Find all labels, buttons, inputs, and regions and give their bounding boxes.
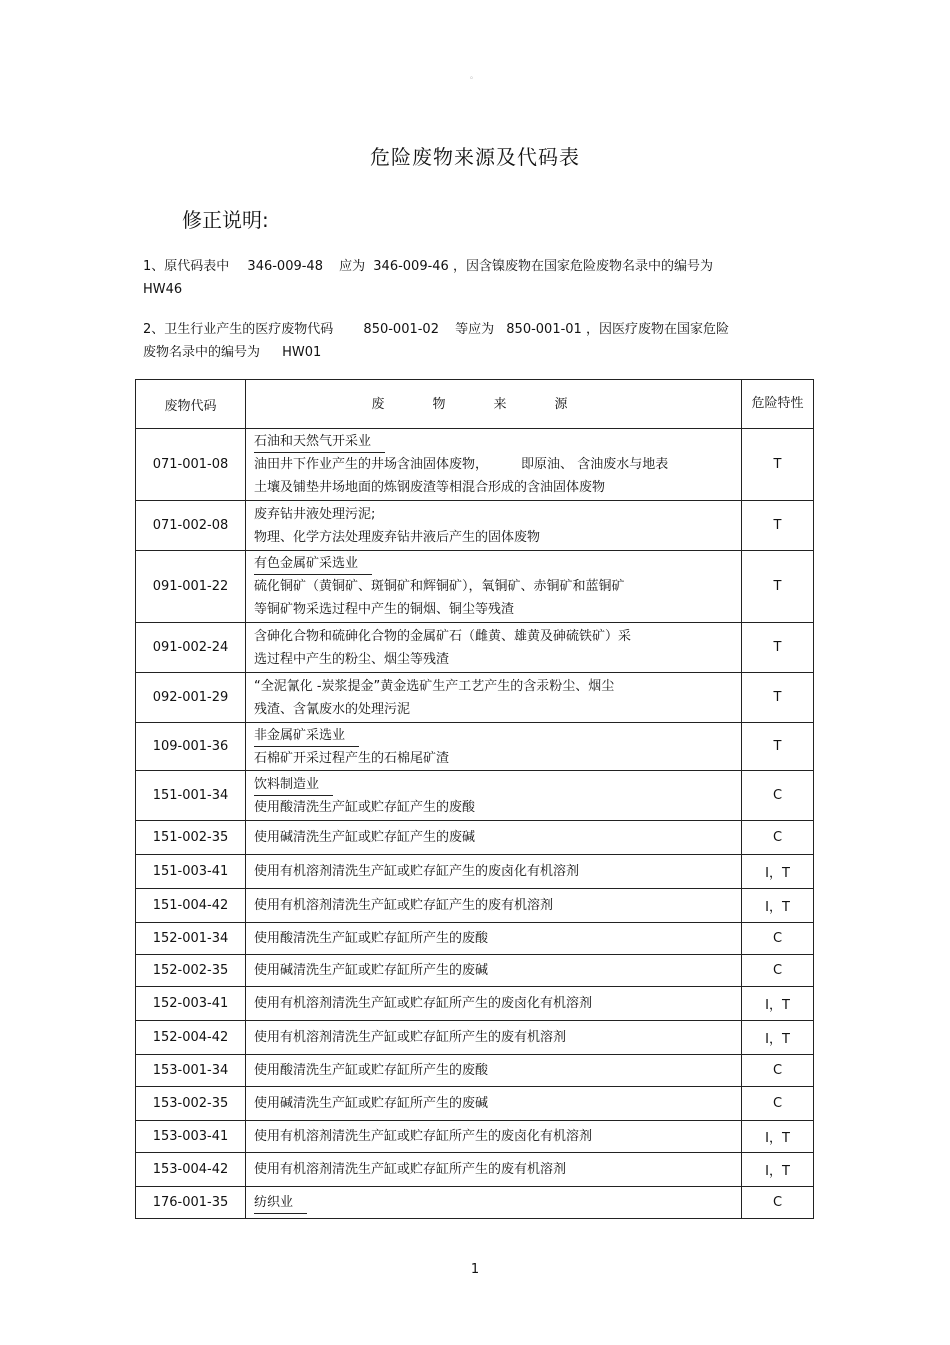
source-description-line: 含砷化合物和硫砷化合物的金属矿石（雌黄、雄黄及砷硫铁矿）采 [254, 628, 632, 644]
waste-source-cell [246, 1153, 742, 1187]
note-1-hw-code: HW46 [143, 282, 183, 297]
table-row [136, 855, 814, 889]
source-description-line: 使用有机溶剂清洗生产缸或贮存缸产生的废卤化有机溶剂 [254, 864, 580, 879]
hazard-cell: C [742, 771, 814, 821]
hazard-cell: I，T [742, 987, 814, 1021]
waste-source-cell [246, 955, 742, 987]
table-header-row [136, 380, 814, 429]
note-1-text-e: ，因含镍废物在国家危险废物名录中的编号为 [452, 259, 713, 274]
hazard-cell: C [742, 923, 814, 955]
table-row [136, 923, 814, 955]
hazard-cell: I，T [742, 889, 814, 923]
waste-source-cell [246, 771, 742, 821]
note-1-text-a: 1、原代码表中 [143, 259, 230, 274]
waste-code-cell: 152-001-34 [136, 923, 246, 955]
waste-code-cell: 091-002-24 [136, 623, 246, 673]
section-subtitle: 修正说明: [182, 208, 269, 232]
top-mark: 。 [470, 71, 478, 80]
hazard-cell: I，T [742, 855, 814, 889]
source-description-line: 物理、化学方法处理废弃钻井液后产生的固体废物 [254, 529, 541, 545]
source-description-line: 使用酸清洗生产缸或贮存缸所产生的废酸 [254, 931, 489, 946]
note-2-text-c: 等应为 [455, 322, 495, 337]
note-1-text-c: 应为 [339, 259, 366, 274]
table-row [136, 1087, 814, 1121]
waste-source-cell [246, 429, 742, 501]
note-1-old-code: 346-009-48 [247, 259, 323, 274]
waste-source-cell [246, 987, 742, 1021]
source-description-line: 石棉矿开采过程产生的石棉尾矿渣 [254, 750, 450, 766]
waste-source-cell [246, 1187, 742, 1219]
waste-code-cell: 151-001-34 [136, 771, 246, 821]
waste-code-cell: 151-004-42 [136, 889, 246, 923]
hazard-cell: T [742, 551, 814, 623]
waste-code-cell: 151-002-35 [136, 821, 246, 855]
waste-source-cell [246, 501, 742, 551]
waste-code-cell: 071-002-08 [136, 501, 246, 551]
source-description-line: 残渣、含氰废水的处理污泥 [254, 701, 411, 717]
table-row [136, 771, 814, 821]
source-description-line: 使用有机溶剂清洗生产缸或贮存缸产生的废有机溶剂 [254, 898, 554, 913]
waste-code-cell: 153-003-41 [136, 1121, 246, 1153]
waste-source-cell [246, 1121, 742, 1153]
waste-code-cell: 092-001-29 [136, 673, 246, 723]
note-2-text-f: 废物名录中的编号为 [143, 345, 261, 360]
header-hazard: 危险特性 [742, 380, 814, 429]
waste-source-cell [246, 623, 742, 673]
note-2-text-e: ，因医疗废物在国家危险 [585, 322, 729, 337]
waste-source-cell [246, 1087, 742, 1121]
waste-source-cell [246, 821, 742, 855]
source-description-line: 使用有机溶剂清洗生产缸或贮存缸所产生的废卤化有机溶剂 [254, 996, 593, 1011]
hazard-cell: T [742, 429, 814, 501]
table-row [136, 1121, 814, 1153]
waste-code-cell: 152-003-41 [136, 987, 246, 1021]
table-row [136, 673, 814, 723]
table-row [136, 955, 814, 987]
table-row [136, 1187, 814, 1219]
note-2-text-a: 2、卫生行业产生的医疗废物代码 [143, 322, 334, 337]
source-description-line: 等铜矿物采选过程中产生的铜烟、铜尘等残渣 [254, 602, 515, 617]
source-description-line: 使用碱清洗生产缸或贮存缸所产生的废碱 [254, 963, 489, 978]
header-source: 废物来源 [246, 380, 742, 429]
waste-source-cell [246, 551, 742, 623]
hazard-cell: I，T [742, 1153, 814, 1187]
hazard-cell: T [742, 501, 814, 551]
note-2-hw-code: HW01 [282, 345, 322, 360]
table-row [136, 623, 814, 673]
source-description-line: “全泥氰化 -炭浆提金”黄金选矿生产工艺产生的含汞粉尘、烟尘 [254, 678, 615, 694]
table-row [136, 551, 814, 623]
waste-source-cell [246, 855, 742, 889]
table-row [136, 1021, 814, 1055]
note-1 [143, 255, 713, 301]
table-row [136, 1153, 814, 1187]
hazard-cell: I，T [742, 1121, 814, 1153]
waste-code-cell: 151-003-41 [136, 855, 246, 889]
waste-source-cell [246, 889, 742, 923]
hazard-cell: C [742, 1055, 814, 1087]
hazard-cell: C [742, 1087, 814, 1121]
hazard-cell: T [742, 673, 814, 723]
source-description-line: 土壤及铺垫井场地面的炼钢废渣等相混合形成的含油固体废物 [254, 480, 606, 495]
industry-category: 饮料制造业 [254, 775, 333, 796]
source-description-line: 使用酸清洗生产缸或贮存缸所产生的废酸 [254, 1063, 489, 1078]
header-code: 废物代码 [136, 380, 246, 429]
waste-code-cell: 091-001-22 [136, 551, 246, 623]
source-description-line: 油田井下作业产生的井场含油固体废物， 即原油、 含油废水与地表 [254, 457, 669, 472]
waste-source-cell [246, 673, 742, 723]
hazard-cell: T [742, 723, 814, 771]
table-row [136, 821, 814, 855]
source-description-line: 使用有机溶剂清洗生产缸或贮存缸所产生的废卤化有机溶剂 [254, 1129, 593, 1144]
industry-category: 有色金属矿采选业 [254, 554, 372, 575]
waste-code-cell: 153-001-34 [136, 1055, 246, 1087]
table-row [136, 429, 814, 501]
waste-source-cell [246, 1055, 742, 1087]
waste-code-cell: 071-001-08 [136, 429, 246, 501]
hazard-cell: C [742, 821, 814, 855]
waste-code-cell: 153-002-35 [136, 1087, 246, 1121]
hazard-cell: T [742, 623, 814, 673]
waste-code-cell: 176-001-35 [136, 1187, 246, 1219]
waste-code-table [135, 379, 814, 1219]
source-description-line: 使用有机溶剂清洗生产缸或贮存缸所产生的废有机溶剂 [254, 1030, 567, 1045]
note-1-new-code: 346-009-46 [373, 259, 449, 274]
waste-source-cell [246, 923, 742, 955]
industry-category: 石油和天然气开采业 [254, 432, 385, 453]
page-number: 1 [470, 1262, 480, 1277]
industry-category: 纺织业 [254, 1193, 307, 1214]
source-description-line: 废弃钻井液处理污泥; [254, 506, 376, 522]
table-row [136, 1055, 814, 1087]
industry-category: 非金属矿采选业 [254, 726, 359, 747]
source-description-line: 使用酸清洗生产缸或贮存缸产生的废酸 [254, 799, 476, 815]
note-2-old-code: 850-001-02 [363, 322, 439, 337]
waste-code-cell: 109-001-36 [136, 723, 246, 771]
waste-code-cell: 153-004-42 [136, 1153, 246, 1187]
note-2-new-code: 850-001-01 [506, 322, 582, 337]
source-description-line: 使用碱清洗生产缸或贮存缸所产生的废碱 [254, 1096, 489, 1111]
waste-code-cell: 152-002-35 [136, 955, 246, 987]
waste-source-cell [246, 1021, 742, 1055]
hazard-cell: C [742, 955, 814, 987]
hazard-cell: C [742, 1187, 814, 1219]
waste-source-cell [246, 723, 742, 771]
note-2 [143, 318, 729, 364]
hazard-cell: I，T [742, 1021, 814, 1055]
page-title: 危险废物来源及代码表 [370, 145, 580, 169]
source-description-line: 使用碱清洗生产缸或贮存缸产生的废碱 [254, 830, 476, 845]
source-description-line: 选过程中产生的粉尘、烟尘等残渣 [254, 651, 450, 667]
source-description-line: 使用有机溶剂清洗生产缸或贮存缸所产生的废有机溶剂 [254, 1162, 567, 1177]
table-row [136, 723, 814, 771]
table-row [136, 501, 814, 551]
table-row [136, 889, 814, 923]
table-row [136, 987, 814, 1021]
source-description-line: 硫化铜矿（黄铜矿、斑铜矿和辉铜矿），氧铜矿、赤铜矿和蓝铜矿 [254, 579, 625, 594]
waste-code-cell: 152-004-42 [136, 1021, 246, 1055]
